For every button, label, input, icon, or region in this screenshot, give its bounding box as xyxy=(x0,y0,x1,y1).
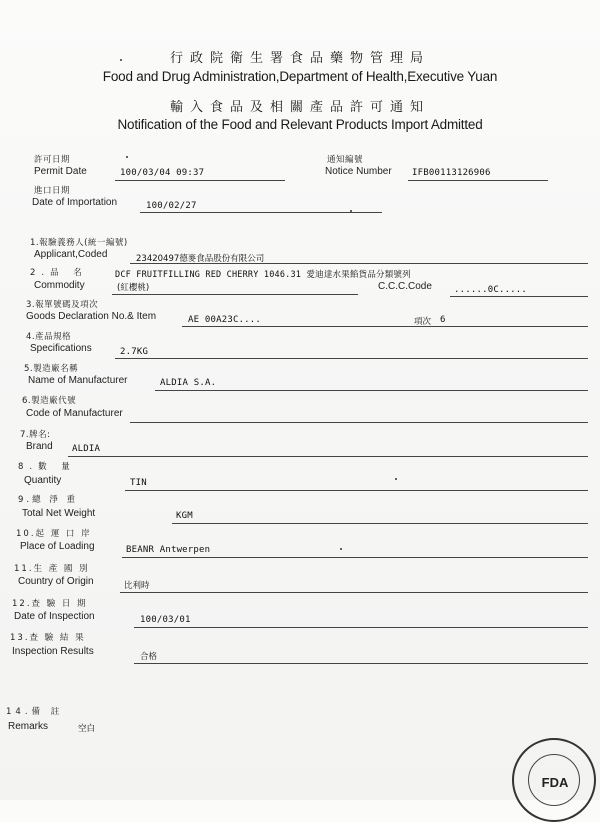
scan-speck xyxy=(395,478,397,480)
mfr-code-label: Code of Manufacturer xyxy=(26,408,123,419)
inspection-results-label: Inspection Results xyxy=(12,646,94,657)
manufacturer-label: Name of Manufacturer xyxy=(28,375,128,386)
specs-value: 2.7KG xyxy=(120,347,149,357)
commodity-value: DCF FRUITFILLING RED CHERRY 1046.31 愛迪達水果餡貨品分類號列 xyxy=(115,270,411,280)
applicant-label: Applicant,Coded xyxy=(34,249,108,260)
notice-number-value: IFB00113126906 xyxy=(412,168,491,178)
permit-date-value: 100/03/04 09:37 xyxy=(120,168,205,178)
quantity-value: TIN xyxy=(130,478,147,488)
import-date-label-cn: 進口日期 xyxy=(34,186,71,196)
applicant-label-cn: 1.報驗義務人(統一編號) xyxy=(30,238,128,248)
specs-underline xyxy=(115,358,588,359)
import-date-value: 100/02/27 xyxy=(146,201,197,211)
loading-label-cn: 10.起 運 口 岸 xyxy=(16,529,92,539)
permit-date-label-cn: 許可日期 xyxy=(34,155,71,165)
net-weight-underline xyxy=(172,523,588,524)
applicant-underline xyxy=(130,263,588,264)
fda-logo: FDA xyxy=(541,775,569,790)
notice-number-label: Notice Number xyxy=(325,166,392,177)
ccc-code-underline xyxy=(450,296,588,297)
net-weight-label-cn: 9.總 淨 重 xyxy=(18,495,79,505)
applicant-value: 23420497德麥食品股份有限公司 xyxy=(136,254,265,264)
scan-speck xyxy=(340,548,342,550)
remarks-label-cn: 14.備 註 xyxy=(6,707,64,717)
goods-decl-label: Goods Declaration No.& Item xyxy=(26,311,157,322)
quantity-underline xyxy=(125,490,588,491)
permit-date-underline xyxy=(115,180,285,181)
specs-label-cn: 4.產品規格 xyxy=(26,332,72,342)
import-date-label: Date of Importation xyxy=(32,197,118,208)
inspection-results-label-cn: 13.查 驗 結 果 xyxy=(10,633,86,643)
fda-seal-inner-ring xyxy=(528,754,580,806)
goods-decl-item-value: 6 xyxy=(440,315,446,325)
net-weight-value: KGM xyxy=(176,511,193,521)
notice-title-cn: 輸入食品及相關產品許可通知 xyxy=(169,100,430,115)
quantity-label: Quantity xyxy=(24,475,62,486)
brand-label: Brand xyxy=(26,441,53,452)
scan-speck xyxy=(126,156,128,158)
notice-number-label-cn: 通知編號 xyxy=(327,155,364,165)
commodity-value-line2: (紅櫻桃) xyxy=(117,283,150,293)
inspection-date-label: Date of Inspection xyxy=(14,611,95,622)
notice-title-en: Notification of the Food and Relevant Products Import Admitted xyxy=(117,117,483,132)
commodity-underline xyxy=(112,294,358,295)
manufacturer-label-cn: 5.製造廠名稱 xyxy=(24,364,79,374)
goods-decl-value: AE 00A23C.... xyxy=(188,315,262,325)
import-date-underline xyxy=(140,212,382,213)
remarks-label: Remarks xyxy=(8,721,49,732)
inspection-date-value: 100/03/01 xyxy=(140,615,191,625)
scan-speck xyxy=(120,59,122,61)
goods-decl-underline xyxy=(182,326,588,327)
origin-underline xyxy=(120,592,588,593)
goods-decl-item-label: 項次 xyxy=(414,317,432,327)
origin-label-cn: 11.生 產 國 別 xyxy=(14,564,90,574)
brand-label-cn: 7.牌名: xyxy=(20,430,51,440)
commodity-label-cn: 2.品 名 xyxy=(30,268,88,278)
mfr-code-label-cn: 6.製造廠代號 xyxy=(22,396,77,406)
ccc-code-label: C.C.C.Code xyxy=(378,281,432,292)
remarks-value: 空白 xyxy=(78,724,96,734)
brand-underline xyxy=(68,456,588,457)
inspection-results-value: 合格 xyxy=(140,652,158,662)
loading-underline xyxy=(122,557,588,558)
permit-date-label: Permit Date xyxy=(34,166,87,177)
brand-value: ALDIA xyxy=(72,444,101,454)
fda-seal-stamp xyxy=(512,738,596,822)
specs-label: Specifications xyxy=(30,343,92,354)
inspection-date-label-cn: 12.查 驗 日 期 xyxy=(12,599,88,609)
inspection-results-underline xyxy=(134,663,588,664)
notice-number-underline xyxy=(408,180,548,181)
loading-value: BEANR Antwerpen xyxy=(126,545,211,555)
net-weight-label: Total Net Weight xyxy=(22,508,96,519)
quantity-label-cn: 8.數 量 xyxy=(18,462,76,472)
commodity-label: Commodity xyxy=(34,280,85,291)
manufacturer-value: ALDIA S.A. xyxy=(160,378,217,388)
inspection-date-underline xyxy=(134,627,588,628)
agency-title-en: Food and Drug Administration,Department of Health,Executive Yuan xyxy=(102,69,498,84)
mfr-code-underline xyxy=(130,422,588,423)
origin-value: 比利時 xyxy=(124,581,150,591)
manufacturer-underline xyxy=(155,390,588,391)
origin-label: Country of Origin xyxy=(18,576,94,587)
ccc-code-value: ......0C..... xyxy=(454,285,528,295)
scan-speck xyxy=(350,210,352,212)
loading-label: Place of Loading xyxy=(20,541,95,552)
goods-decl-label-cn: 3.報單號碼及項次 xyxy=(26,300,99,310)
agency-title-cn: 行政院衛生署食品藥物管理局 xyxy=(169,51,430,66)
